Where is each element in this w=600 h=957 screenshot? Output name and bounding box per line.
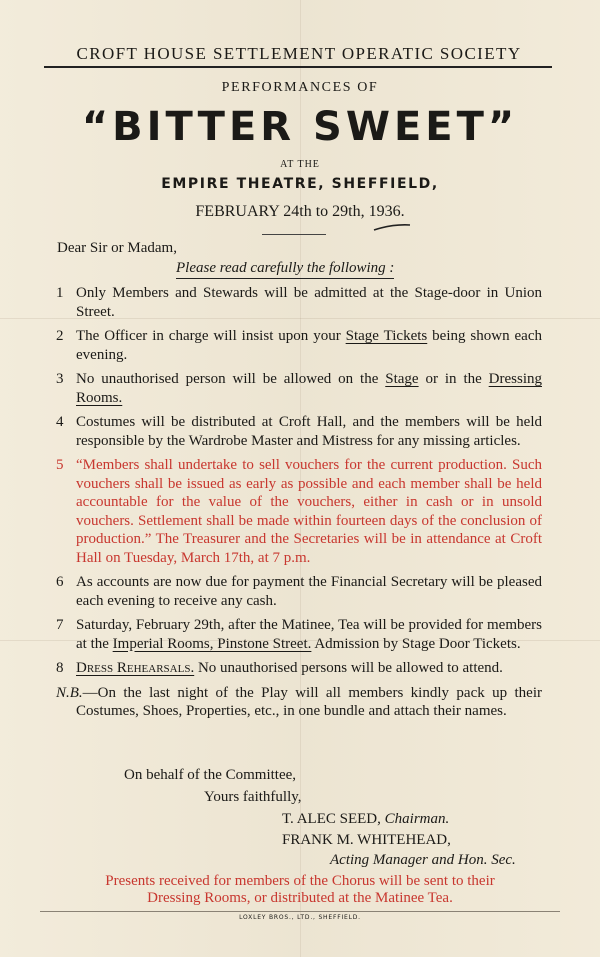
manager-name: FRANK M. WHITEHEAD,: [282, 832, 451, 848]
list-item: [56, 370, 542, 407]
printer-imprint: LOXLEY BROS., LTD., SHEFFIELD.: [239, 914, 361, 921]
dress-rehearsals-underlined: Dress Rehearsals.: [76, 660, 195, 676]
item-text: Saturday, February 29th, after the Matinee, Tea will be provided for members at the Imperial Rooms, Pinstone Street. Admission by Stage Door Tickets.: [76, 617, 542, 652]
list-item: [56, 616, 542, 653]
stage-underlined: Stage: [385, 371, 419, 387]
stage-tickets-underlined: Stage Tickets: [345, 328, 428, 344]
list-item: [56, 659, 542, 678]
item-text: “Members shall undertake to sell vouchers for the current production. Such vouchers shall be issued as early as possible and each member shall be held accountable for the value of the vouchers, either in cash or in unsold vouchers. Settlement shall be made within fourteen days of the conclusion of production.” The Treasurer and the Secretaries will be in attendance at Croft Hall on Tuesday, March 17th, at 7 p.m.: [76, 457, 542, 566]
item-text: No unauthorised person will be allowed on the Stage or in the Dressing Rooms.: [76, 371, 542, 406]
rules-list: [56, 284, 542, 727]
society-name: CROFT HOUSE SETTLEMENT OPERATIC SOCIETY: [76, 44, 522, 63]
list-item: [56, 456, 542, 567]
item-number: 1: [56, 285, 64, 301]
at-the: AT THE: [280, 159, 320, 170]
item-number: 8: [56, 660, 64, 676]
item-text: Costumes will be distributed at Croft Hall, and the members will be held responsible by the Wardrobe Master and Mistress for any missing articles.: [76, 414, 542, 449]
list-item: [56, 284, 542, 321]
item-text: Only Members and Stewards will be admitted at the Stage-door in Union Street.: [76, 285, 542, 320]
committee-line: On behalf of the Committee,: [124, 767, 297, 783]
nota-bene: [56, 684, 542, 721]
presents-notice: Presents received for members of the Chorus will be sent to their Dressing Rooms, or distributed at the Matinee Tea.: [105, 873, 495, 906]
nb-text: N.B.—On the last night of the Play will all members kindly pack up their Costumes, Shoes, Properties, etc., in one bundle and attach their names.: [56, 684, 542, 719]
venue: EMPIRE THEATRE, SHEFFIELD,: [161, 176, 439, 192]
item-number: 5: [56, 457, 64, 473]
yours-faithfully: Yours faithfully,: [204, 789, 302, 805]
list-item: [56, 327, 542, 364]
instruction: Please read carefully the following :: [176, 260, 394, 279]
header-rule: [44, 66, 552, 68]
manager-title: Acting Manager and Hon. Sec.: [330, 852, 516, 868]
salutation: Dear Sir or Madam,: [57, 240, 177, 256]
nb-label: N.B.: [56, 684, 83, 701]
item-text: Dress Rehearsals. No unauthorised persons will be allowed to attend.: [76, 660, 503, 676]
dressing-rooms-underlined: Dressing Rooms.: [76, 371, 542, 406]
list-item: [56, 573, 542, 610]
performances-of: PERFORMANCES OF: [221, 80, 379, 95]
short-divider: [262, 234, 326, 235]
item-text: As accounts are now due for payment the Financial Secretary will be pleased each evening to receive any cash.: [76, 574, 542, 609]
item-number: 7: [56, 617, 64, 633]
imperial-rooms-underlined: Imperial Rooms, Pinstone Street.: [112, 635, 312, 652]
item-number: 4: [56, 414, 64, 430]
list-item: [56, 413, 542, 450]
item-number: 2: [56, 328, 64, 344]
item-number: 6: [56, 574, 64, 590]
chairman-signature: T. ALEC SEED, Chairman.: [282, 811, 450, 827]
item-number: 3: [56, 371, 64, 387]
play-title: “BITTER SWEET”: [81, 104, 519, 150]
performance-dates: FEBRUARY 24th to 29th, 1936.: [195, 203, 405, 220]
footer-rule: [40, 911, 560, 912]
item-text: The Officer in charge will insist upon your Stage Tickets being shown each evening.: [76, 328, 542, 363]
pen-mark: [372, 222, 412, 232]
